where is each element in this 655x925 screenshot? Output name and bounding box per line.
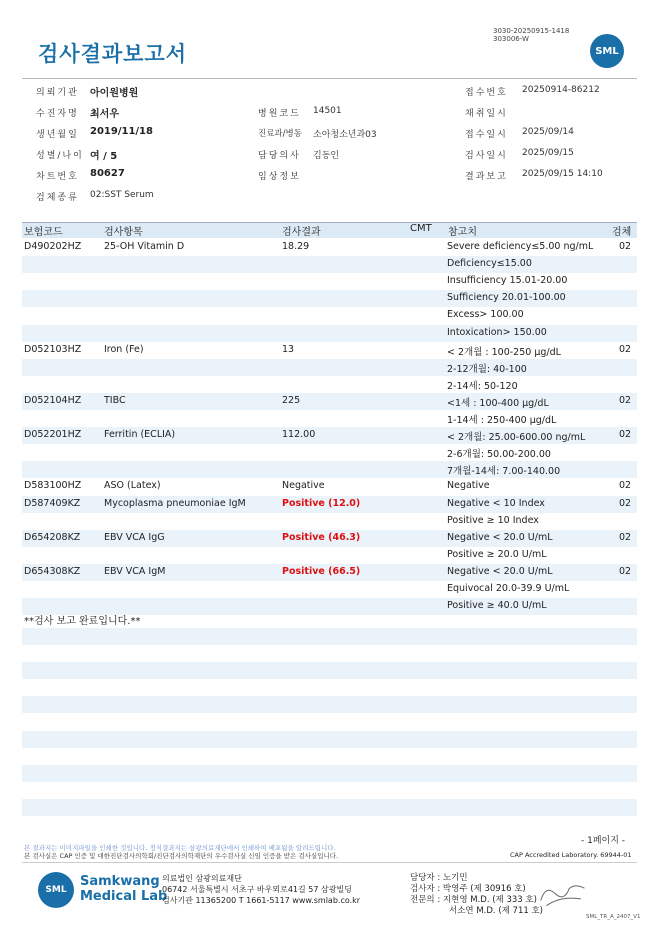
cell-code: D052104HZ xyxy=(24,394,82,406)
cell-code: D654208KZ xyxy=(24,531,81,543)
label-clinical: 임상정보 xyxy=(258,172,301,182)
receipt-date: 2025/09/14 xyxy=(522,127,574,137)
cell-spec: 02 xyxy=(619,394,632,406)
blank-row xyxy=(22,782,637,799)
table-row xyxy=(22,547,637,564)
cell-result: Positive (12.0) xyxy=(282,497,361,509)
cell-ref: Excess> 100.00 xyxy=(447,309,524,321)
blank-row xyxy=(22,765,637,782)
cell-spec: 02 xyxy=(619,343,632,355)
footnote-image: 본 결과지는 이미지파일을 인쇄한 것입니다. 정식결과지는 삼광의료재단에서 인쇄하여 배포됨을 알려드립니다. xyxy=(24,844,336,852)
cell-ref: 2-12개월: 40-100 xyxy=(447,363,527,375)
cell-ref: Intoxication> 150.00 xyxy=(447,326,547,338)
receipt-no: 20250914-86212 xyxy=(522,85,600,95)
table-row xyxy=(22,427,637,444)
label-specimen: 검체종류 xyxy=(36,193,79,203)
label-test-date: 검사일시 xyxy=(465,151,508,161)
blank-row xyxy=(22,628,637,645)
cell-ref: Positive ≥ 20.0 U/mL xyxy=(447,548,547,560)
blank-row xyxy=(22,662,637,679)
patient-name: 최서우 xyxy=(90,109,119,120)
cell-ref: Sufficiency 20.01-100.00 xyxy=(447,292,566,304)
cell-ref: Positive ≥ 40.0 U/mL xyxy=(447,600,547,612)
cell-ref: < 2개월: 25.00-600.00 ng/mL xyxy=(447,432,586,444)
footer-staff xyxy=(410,873,543,917)
header-divider xyxy=(22,78,637,79)
blank-row xyxy=(22,731,637,748)
cell-item: EBV VCA IgG xyxy=(104,531,165,543)
table-row xyxy=(22,273,637,290)
addr-3: 검사기관 11365200 T 1661-5117 www.smlab.co.kr xyxy=(162,896,361,905)
table-row xyxy=(22,325,637,342)
blank-row xyxy=(22,696,637,713)
cell-ref: 7개월-14세: 7.00-140.00 xyxy=(447,466,561,478)
brand-line-1: Samkwang xyxy=(80,874,160,889)
cell-spec: 02 xyxy=(619,241,632,252)
cell-result: 225 xyxy=(282,394,301,406)
cell-result: 18.29 xyxy=(282,241,310,252)
table-row xyxy=(22,256,637,273)
cell-item: Iron (Fe) xyxy=(104,343,144,355)
cell-spec: 02 xyxy=(619,480,632,492)
cell-result: 112.00 xyxy=(282,429,316,441)
cell-ref: 2-14세: 50-120 xyxy=(447,380,518,392)
label-dept: 진료과/병동 xyxy=(258,129,302,139)
blank-row xyxy=(22,799,637,816)
cell-item: TIBC xyxy=(104,394,126,406)
cell-ref: Negative xyxy=(447,480,490,492)
label-receipt-no: 접수번호 xyxy=(465,88,508,98)
table-row xyxy=(22,564,637,581)
table-row xyxy=(22,410,637,427)
label-hosp-code: 병원코드 xyxy=(258,109,301,119)
cell-result: Negative xyxy=(282,480,325,492)
table-row xyxy=(22,307,637,324)
test-date: 2025/09/15 xyxy=(522,148,574,158)
cell-item: Mycoplasma pneumoniae IgM xyxy=(104,497,246,509)
cell-item: EBV VCA IgM xyxy=(104,565,166,577)
footer-divider xyxy=(22,862,637,863)
th-item: 검사항목 xyxy=(104,227,143,238)
sml-logo: SML xyxy=(590,34,624,68)
sex-age: 여 / 5 xyxy=(90,151,118,162)
specimen: 02:SST Serum xyxy=(90,190,154,200)
table-row xyxy=(22,530,637,547)
cell-code: D052201HZ xyxy=(24,429,82,441)
th-cmt: CMT xyxy=(410,223,432,234)
label-chart: 차트번호 xyxy=(36,172,79,182)
cell-ref: Positive ≥ 10 Index xyxy=(447,514,539,526)
table-row xyxy=(22,581,637,598)
blank-row xyxy=(22,679,637,696)
cell-code: D490202HZ xyxy=(24,241,82,252)
staff-3: 전문의 : 지현영 M.D. (제 333 호) xyxy=(410,895,537,905)
cell-ref: 2-6개월: 50.00-200.00 xyxy=(447,449,551,461)
form-code: SML_TR_A_2407_V1 xyxy=(586,914,641,920)
label-req-inst: 의뢰기관 xyxy=(36,88,79,98)
dob: 2019/11/18 xyxy=(90,126,153,137)
table-row xyxy=(22,513,637,530)
blank-row xyxy=(22,748,637,765)
table-row xyxy=(22,376,637,393)
hosp-code: 14501 xyxy=(313,106,342,116)
blank-row xyxy=(22,645,637,662)
table-row xyxy=(22,239,637,256)
cell-code: D052103HZ xyxy=(24,343,82,355)
blank-row xyxy=(22,714,637,731)
report-code-1: 3030-20250915-1418 xyxy=(493,27,570,35)
cell-spec: 02 xyxy=(619,565,632,577)
cell-ref: <1세 : 100-400 µg/dL xyxy=(447,397,549,409)
footnote-cap: 본 검사실은 CAP 인증 및 대한진단검사의학회/진단검사의학재단의 우수검사실 신임 인증을 받은 검사실입니다. xyxy=(24,852,339,860)
blank-row xyxy=(22,816,637,833)
table-row xyxy=(22,478,637,495)
signature-graphic xyxy=(533,873,597,914)
report-title: 검사결과보고서 xyxy=(38,42,188,66)
label-sex-age: 성별/나이 xyxy=(36,151,84,161)
cell-item: ASO (Latex) xyxy=(104,480,161,492)
addr-1: 의료법인 삼광의료재단 xyxy=(162,874,242,883)
th-result: 검사결과 xyxy=(282,227,321,238)
label-collect: 채취일시 xyxy=(465,109,508,119)
staff-2: 검사자 : 박영주 (제 30916 호) xyxy=(410,884,526,894)
cell-spec: 02 xyxy=(619,429,632,441)
cell-ref: Equivocal 20.0-39.9 U/mL xyxy=(447,583,570,594)
table-row xyxy=(22,290,637,307)
cell-ref: Severe deficiency≤5.00 ng/mL xyxy=(447,241,594,252)
footer-brand xyxy=(80,874,167,904)
table-row xyxy=(22,461,637,478)
cell-code: D583100HZ xyxy=(24,480,82,492)
cell-ref: Negative < 20.0 U/mL xyxy=(447,531,553,543)
cell-ref: < 2개월 : 100-250 µg/dL xyxy=(447,346,561,358)
cell-ref: 1-14세 : 250-400 µg/dL xyxy=(447,415,557,426)
th-code: 보험코드 xyxy=(24,227,63,238)
cell-ref: Negative < 10 Index xyxy=(447,497,545,509)
page-number: - 1페이지 - xyxy=(581,836,626,846)
cell-ref: Deficiency≤15.00 xyxy=(447,258,532,270)
cell-result: Positive (46.3) xyxy=(282,531,361,543)
table-row xyxy=(22,342,637,359)
doctor: 김동인 xyxy=(313,151,340,161)
cap-accredited: CAP Accredited Laboratory. 69944-01 xyxy=(510,851,632,859)
addr-2: 06742 서울특별시 서초구 바우뫼로41길 57 삼광빌딩 xyxy=(162,885,352,894)
brand-line-2: Medical Lab xyxy=(80,889,168,904)
cell-item: 25-OH Vitamin D xyxy=(104,241,185,252)
footer-address xyxy=(162,873,360,906)
cell-item: Ferritin (ECLIA) xyxy=(104,429,176,441)
cell-code: D654308KZ xyxy=(24,565,81,577)
label-dob: 생년월일 xyxy=(36,130,79,140)
th-ref: 참고치 xyxy=(448,227,477,238)
cell-spec: 02 xyxy=(619,531,632,543)
staff-1: 담당자 : 노기민 xyxy=(410,873,468,883)
cell-result: Positive (66.5) xyxy=(282,565,361,577)
label-receipt-date: 접수일시 xyxy=(465,130,508,140)
report-code xyxy=(493,27,569,43)
table-row xyxy=(22,393,637,410)
chart-no: 80627 xyxy=(90,168,125,179)
table-row xyxy=(22,444,637,461)
cell-code: D587409KZ xyxy=(24,497,81,509)
report-code-2: 303006-W xyxy=(493,35,529,43)
table-row xyxy=(22,359,637,376)
report-date: 2025/09/15 14:10 xyxy=(522,169,603,179)
cell-spec: 02 xyxy=(619,497,632,509)
cell-ref: Negative < 20.0 U/mL xyxy=(447,565,553,577)
label-report-date: 결과보고 xyxy=(465,172,508,182)
label-doctor: 담당의사 xyxy=(258,151,301,161)
table-row xyxy=(22,496,637,513)
th-spec: 검체 xyxy=(612,227,632,238)
cell-result: 13 xyxy=(282,343,295,355)
cell-ref: Insufficiency 15.01-20.00 xyxy=(447,275,568,287)
req-inst: 아이원병원 xyxy=(90,88,139,99)
footer-sml-logo: SML xyxy=(38,872,74,908)
label-patient: 수진자명 xyxy=(36,109,79,119)
staff-4: 서소연 M.D. (제 711 호) xyxy=(449,906,544,916)
completion-text: **검사 보고 완료입니다.** xyxy=(24,616,141,627)
dept: 소아청소년과03 xyxy=(313,130,377,140)
